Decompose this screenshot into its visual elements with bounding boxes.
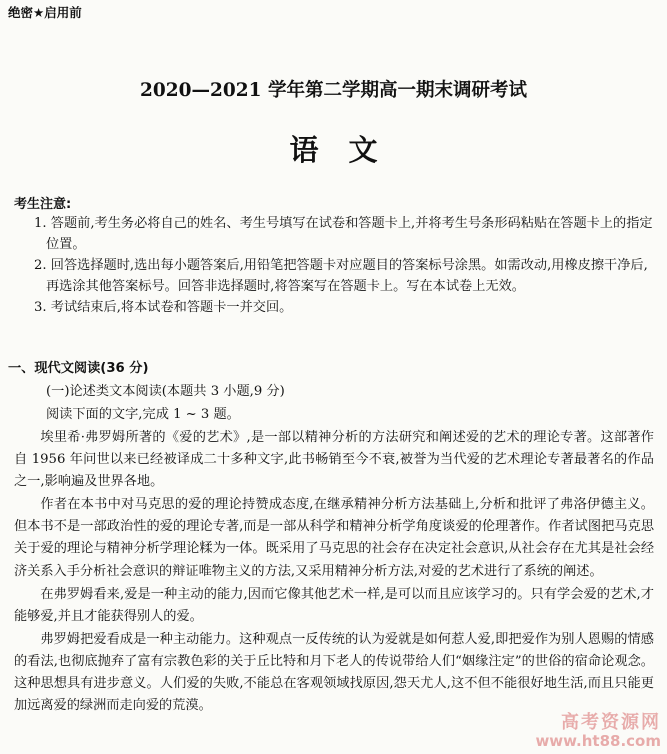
notice-item: 1. 答题前,考生务必将自己的姓名、考生号填写在试卷和答题卡上,并将考生号条形码粘贴在答题卡上的指定位置。: [34, 216, 653, 252]
passage-paragraph: 弗罗姆把爱看成是一种主动能力。这种观点一反传统的认为爱就是如何惹人爱,即把爱作为别人恩赐的情感的看法,也彻底抛弃了富有宗教色彩的关于丘比特和月下老人的传说带给人们“姻缘注定”的世俗的宿命论观念。这种思想具有进步意义。人们爱的失败,不能总在客观领域找原因,怨天尤人,这不但不能很好地生活,而且只能更加远离爱的绿洲而走向爱的荒漠。: [14, 631, 654, 714]
watermark: [535, 714, 661, 750]
notice-item: 2. 回答选择题时,选出每小题答案后,用铅笔把答题卡对应题目的答案标号涂黑。如需改动,用橡皮擦干净后,再选涂其他答案标号。回答非选择题时,将答案写在答题卡上。写在本试卷上无效。: [34, 258, 648, 294]
section-title: 一、现代文阅读(36 分): [8, 361, 149, 376]
section-subtitle: (一)论述类文本阅读(本题共 3 小题,9 分): [46, 384, 285, 399]
watermark-url: www.ht88.com: [535, 732, 661, 750]
notice-title: 考生注意:: [14, 197, 72, 212]
notice-list: [34, 213, 660, 318]
watermark-site-name: 高考资源网: [561, 712, 661, 733]
notice-item: 3. 考试结束后,将本试卷和答题卡一并交回。: [34, 300, 293, 315]
reading-instruction: 阅读下面的文字,完成 1 ~ 3 题。: [46, 407, 240, 422]
passage-paragraph: 作者在本书中对马克思的爱的理论持赞成态度,在继承精神分析方法基础上,分析和批评了弗洛伊德主义。但本书不是一部政治性的爱的理论专著,而是一部从科学和精神分析学角度谈爱的伦理著作。作者试图把马克思关于爱的理论与精神分析学理论糅为一体。既采用了马克思的社会存在决定社会意识,从社会存在尤其是社会经济关系入手分析社会意识的辩证唯物主义的方法,又采用精神分析方法,对爱的艺术进行了系统的阐述。: [14, 497, 654, 579]
subject-title: 语文: [289, 133, 408, 167]
passage-paragraph: 埃里希·弗罗姆所著的《爱的艺术》,是一部以精神分析的方法研究和阐述爱的艺术的理论专著。这部著作自 1956 年问世以来已经被译成二十多种文字,此书畅销至今不衰,被誉为当代爱的艺术理论专著最著名的作品之一,影响遍及世界各地。: [14, 430, 654, 490]
reading-passage: [14, 427, 654, 718]
passage-paragraph: 在弗罗姆看来,爱是一种主动的能力,因而它像其他艺术一样,是可以而且应该学习的。只有学会爱的艺术,才能够爱,并且才能获得别人的爱。: [14, 586, 654, 624]
exam-title: 2020—2021 学年第二学期高一期末调研考试: [140, 80, 527, 101]
confidential-label: 绝密★启用前: [8, 5, 82, 20]
